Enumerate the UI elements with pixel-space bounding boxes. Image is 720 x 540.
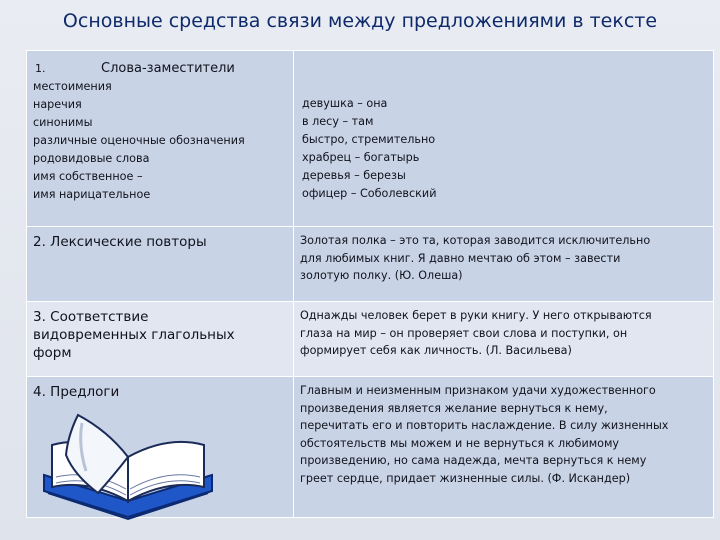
text-line: произведению, но сама надежда, мечта вернуться к нему <box>300 454 647 468</box>
row1-heading-text: Слова-заместители <box>101 61 235 76</box>
list-item: родовидовые слова <box>33 152 150 165</box>
example-item: в лесу – там <box>302 115 374 128</box>
row1-heading <box>35 61 293 76</box>
text-line: Золотая полка – это та, которая заводится исключительно <box>300 234 651 247</box>
text-line: перечитать его и повторить наслаждение. В силу жизненных <box>300 419 669 433</box>
open-book-icon <box>38 405 218 527</box>
example-item: офицер – Соболевский <box>302 187 437 200</box>
row4-text <box>300 382 707 488</box>
row2-example-cell <box>294 227 714 302</box>
text-line: Однажды человек берет в руки книгу. У него открываются <box>300 309 652 322</box>
example-item: деревья – березы <box>302 169 406 182</box>
text-line: Главным и неизменным признаком удачи художественного <box>300 384 656 397</box>
row1-items <box>33 78 293 204</box>
text-line: глаза на мир – он проверяет свои слова и поступки, он <box>300 326 628 340</box>
example-item: быстро, стремительно <box>302 133 436 146</box>
list-item: различные оценочные обозначения <box>33 134 245 147</box>
row3-example-cell <box>294 302 714 377</box>
text-line: формирует себя как личность. (Л. Васильева) <box>300 344 572 358</box>
label-line: 3. Соответствие <box>33 309 149 325</box>
list-item: синонимы <box>33 116 93 129</box>
list-item: имя собственное – <box>33 170 143 183</box>
row3-label <box>33 308 293 362</box>
row3-label-cell <box>27 302 294 377</box>
text-line: произведения является желание вернуться к нему, <box>300 401 608 415</box>
table-row <box>27 302 714 377</box>
example-item: девушка – она <box>302 97 388 110</box>
text-line: золотую полку. (Ю. Олеша) <box>300 269 463 283</box>
list-item: имя нарицательное <box>33 188 151 201</box>
row2-label: 2. Лексические повторы <box>33 234 207 250</box>
row1-example-cell <box>294 51 714 227</box>
row1-number: 1. <box>35 62 46 75</box>
label-line: видовременных глагольных <box>33 327 235 343</box>
row3-text <box>300 307 707 360</box>
list-item: местоимения <box>33 80 112 93</box>
example-item: храбрец – богатырь <box>302 151 420 164</box>
text-line: для любимых книг. Я давно мечтаю об этом – завести <box>300 251 621 265</box>
label-line: форм <box>33 345 72 361</box>
row4-label: 4. Предлоги <box>33 384 120 400</box>
slide-title: Основные средства связи между предложениями в тексте <box>62 10 658 32</box>
row2-label-cell <box>27 227 294 302</box>
table-row <box>27 227 714 302</box>
row1-label-cell <box>27 51 294 227</box>
table-row <box>27 51 714 227</box>
row4-example-cell <box>294 377 714 518</box>
text-line: обстоятельств мы можем и не вернуться к любимому <box>300 436 620 450</box>
text-line: греет сердце, придает жизненные силы. (Ф. Искандер) <box>300 471 631 485</box>
row2-text <box>300 232 707 285</box>
list-item: наречия <box>33 98 82 111</box>
row1-examples <box>302 95 713 203</box>
